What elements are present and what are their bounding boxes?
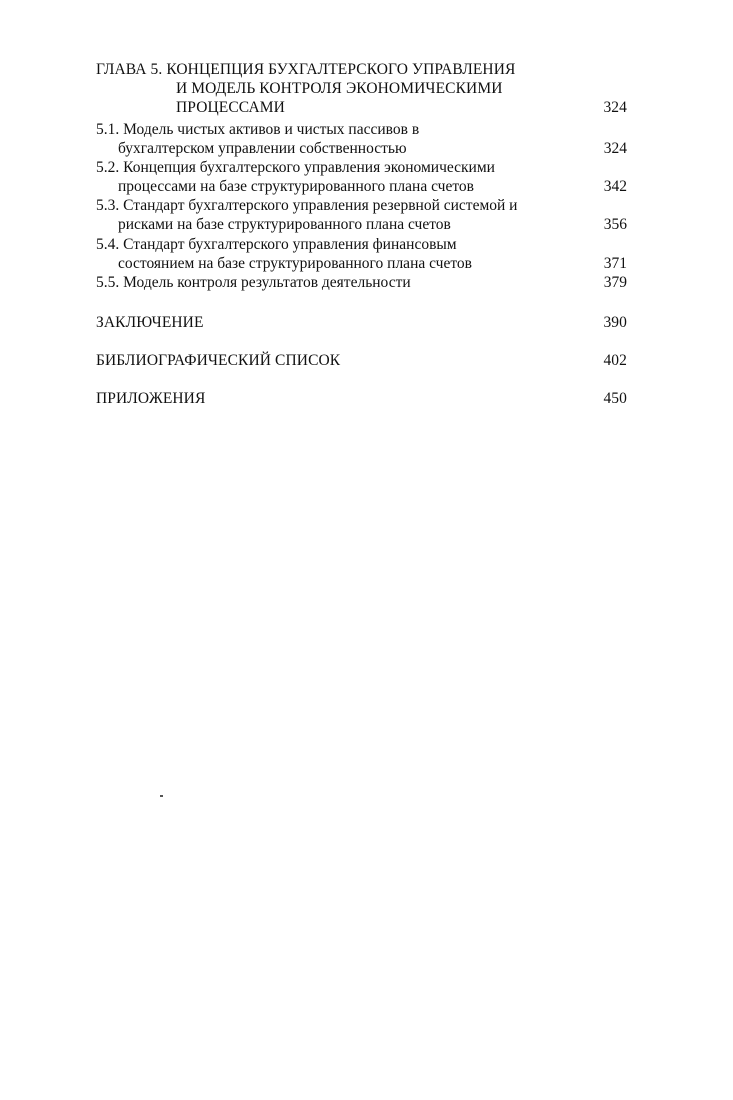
page-number: 450 bbox=[603, 390, 627, 407]
toc-line bbox=[96, 235, 627, 254]
toc-line bbox=[96, 98, 627, 117]
toc-bibliography bbox=[96, 351, 627, 370]
toc-section-5-3 bbox=[96, 196, 627, 234]
toc-line bbox=[96, 158, 627, 177]
toc-line bbox=[96, 313, 627, 332]
section-title-line-2: рисками на базе структурированного плана счетов bbox=[118, 216, 451, 233]
section-title-line-1: 5.1. Модель чистых активов и чистых пассивов в bbox=[96, 121, 420, 138]
toc-line bbox=[96, 79, 627, 98]
bibliography-title: БИБЛИОГРАФИЧЕСКИЙ СПИСОК bbox=[96, 352, 341, 369]
toc-section-5-2 bbox=[96, 158, 627, 196]
page-number: 342 bbox=[603, 178, 627, 195]
toc-line bbox=[96, 273, 627, 292]
chapter-title-line-1: ГЛАВА 5. КОНЦЕПЦИЯ БУХГАЛТЕРСКОГО УПРАВЛЕНИЯ bbox=[96, 61, 516, 78]
page-number: 402 bbox=[603, 352, 627, 369]
page-number: 371 bbox=[603, 255, 627, 272]
section-title-line-1: 5.3. Стандарт бухгалтерского управления резервной системой и bbox=[96, 197, 518, 214]
section-title-line-2: бухгалтерском управлении собственностью bbox=[118, 140, 407, 157]
toc-line bbox=[96, 196, 627, 215]
toc-line bbox=[96, 215, 627, 234]
toc-line bbox=[96, 351, 627, 370]
toc-line bbox=[96, 120, 627, 139]
scan-speck bbox=[160, 795, 163, 797]
section-title-line-2: процессами на базе структурированного плана счетов bbox=[118, 178, 474, 195]
toc-chapter-5 bbox=[96, 60, 627, 117]
page-number: 379 bbox=[603, 274, 627, 291]
section-title: 5.5. Модель контроля результатов деятельности bbox=[96, 274, 411, 291]
page-number: 390 bbox=[603, 314, 627, 331]
toc-section-5-1 bbox=[96, 120, 627, 158]
page-number: 324 bbox=[603, 99, 627, 116]
toc-line bbox=[96, 60, 627, 79]
chapter-title-line-3: ПРОЦЕССАМИ bbox=[176, 99, 285, 116]
section-title-line-1: 5.4. Стандарт бухгалтерского управления финансовым bbox=[96, 236, 457, 253]
conclusion-title: ЗАКЛЮЧЕНИЕ bbox=[96, 314, 204, 331]
section-title-line-1: 5.2. Концепция бухгалтерского управления экономическими bbox=[96, 159, 495, 176]
toc-line bbox=[96, 389, 627, 408]
section-title-line-2: состоянием на базе структурированного плана счетов bbox=[118, 255, 472, 272]
toc-conclusion bbox=[96, 313, 627, 332]
appendices-title: ПРИЛОЖЕНИЯ bbox=[96, 390, 206, 407]
toc-line bbox=[96, 139, 627, 158]
toc-section-5-4 bbox=[96, 235, 627, 273]
toc-section-5-5 bbox=[96, 273, 627, 292]
toc-line bbox=[96, 177, 627, 196]
page-number: 356 bbox=[603, 216, 627, 233]
toc-appendices bbox=[96, 389, 627, 408]
page-number: 324 bbox=[603, 140, 627, 157]
toc-line bbox=[96, 254, 627, 273]
chapter-title-line-2: И МОДЕЛЬ КОНТРОЛЯ ЭКОНОМИЧЕСКИМИ bbox=[176, 80, 503, 97]
